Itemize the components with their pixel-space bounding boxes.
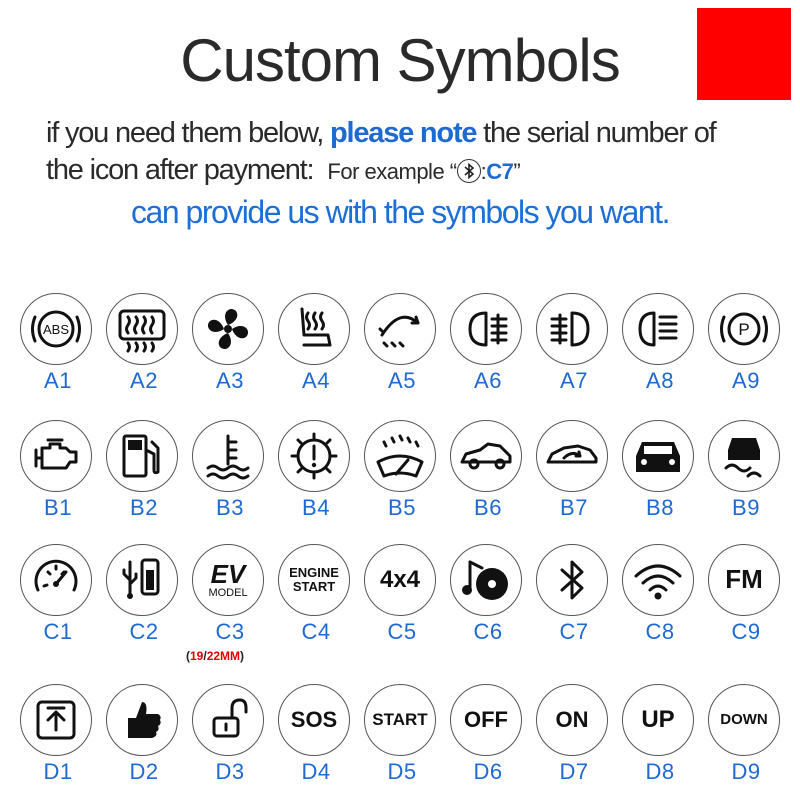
thumbs-up-icon (106, 684, 178, 756)
rear-defrost-icon (106, 293, 178, 365)
symbol-code-label: A1 (44, 368, 72, 393)
speedometer-icon (20, 544, 92, 616)
seat-heater-icon (278, 293, 350, 365)
symbol-code-label: C7 (559, 619, 589, 644)
car-side-icon (450, 420, 522, 492)
music-disc-icon (450, 544, 522, 616)
instruction-text: the icon after payment: (46, 154, 314, 186)
symbol-code-label: C3 (215, 619, 245, 644)
off-text: OFF (464, 707, 508, 733)
four-by-four-icon (364, 544, 436, 616)
front-fog-light-icon (450, 293, 522, 365)
off-icon (450, 684, 522, 756)
symbol-code-label: C8 (645, 619, 675, 644)
symbol-code-label: B4 (302, 495, 330, 520)
ev-model-icon (192, 544, 264, 616)
windshield-washer-icon (364, 420, 436, 492)
symbol-code-label: A3 (216, 368, 244, 393)
size-note-slash: / (203, 649, 207, 663)
symbol-code-label: A4 (302, 368, 330, 393)
warning-gear-icon (278, 420, 350, 492)
up-icon (622, 684, 694, 756)
symbol-code-label: D7 (559, 759, 589, 784)
instruction-text: if you need them below, (46, 117, 330, 149)
traction-control-icon (708, 420, 780, 492)
page-title: Custom Symbols (180, 27, 620, 94)
abs-icon (20, 293, 92, 365)
size-note-paren: ( (186, 649, 190, 663)
symbol-code-label: A6 (474, 368, 502, 393)
ev-model-text: EV (210, 558, 246, 589)
symbol-code-label: B1 (44, 495, 72, 520)
high-beam-icon (622, 293, 694, 365)
size-note-19: 19 (190, 649, 204, 663)
up-arrow-box-icon (20, 684, 92, 756)
symbol-code-label: D2 (129, 759, 159, 784)
fm-text: FM (725, 564, 763, 595)
symbol-code-label: D3 (215, 759, 245, 784)
sos-icon (278, 684, 350, 756)
symbol-code-label: D5 (387, 759, 417, 784)
symbol-code-label: C2 (129, 619, 159, 644)
fan-icon (192, 293, 264, 365)
svg-text:ABS: ABS (42, 322, 70, 337)
provide-symbols-text: can provide us with the symbols you want. (131, 194, 669, 230)
svg-text:P: P (738, 320, 750, 339)
symbol-code-label: C6 (473, 619, 503, 644)
down-icon (708, 684, 780, 756)
on-text: ON (555, 707, 589, 733)
car-recirculation-icon (536, 420, 608, 492)
air-recirculation-icon (364, 293, 436, 365)
ev-model-subtext: MODEL (208, 586, 248, 599)
car-front-icon (622, 420, 694, 492)
four-by-four-text: 4x4 (379, 566, 421, 594)
symbol-code-label: D1 (43, 759, 73, 784)
bluetooth-icon (536, 544, 608, 616)
engine-start-icon (278, 544, 350, 616)
example-text: For example “ (327, 159, 457, 184)
coolant-temp-icon (192, 420, 264, 492)
size-note-22mm: 22MM (206, 649, 241, 663)
start-text: START (372, 710, 428, 730)
engine-check-icon (20, 420, 92, 492)
engine-start-text: ENGINE (289, 565, 339, 581)
symbol-code-label: A8 (646, 368, 674, 393)
fuel-pump-icon (106, 420, 178, 492)
size-note (186, 649, 244, 663)
up-text: UP (641, 706, 675, 734)
symbol-code-label: B5 (388, 495, 416, 520)
down-text: DOWN (720, 711, 768, 729)
symbol-code-label: C9 (731, 619, 761, 644)
symbol-code-label: B6 (474, 495, 502, 520)
engine-start-subtext: START (292, 579, 336, 594)
size-note-paren: ) (240, 649, 245, 663)
unlock-icon (192, 684, 264, 756)
start-icon (364, 684, 436, 756)
symbol-code-label: B8 (646, 495, 674, 520)
symbol-code-label: D8 (645, 759, 675, 784)
example-separator: : (480, 159, 487, 184)
please-note-text: please note (329, 117, 477, 149)
symbol-code-label: C5 (387, 619, 417, 644)
wifi-icon (622, 544, 694, 616)
symbol-code-label: D6 (473, 759, 503, 784)
rear-fog-light-icon (536, 293, 608, 365)
example-close-quote: ” (513, 159, 521, 184)
example-code: C7 (486, 159, 514, 184)
fm-icon (708, 544, 780, 616)
symbol-code-label: A5 (388, 368, 416, 393)
sos-text: SOS (290, 707, 338, 733)
symbol-code-label: A2 (130, 368, 158, 393)
symbol-code-label: B7 (560, 495, 588, 520)
symbol-code-label: B2 (130, 495, 158, 520)
symbol-code-label: B3 (216, 495, 244, 520)
symbol-code-label: A9 (732, 368, 760, 393)
symbol-code-label: D9 (731, 759, 761, 784)
parking-brake-icon (708, 293, 780, 365)
symbol-code-label: B9 (732, 495, 760, 520)
instruction-text: the serial number of (476, 117, 716, 149)
symbol-code-label: A7 (560, 368, 588, 393)
symbol-code-label: D4 (301, 759, 331, 784)
usb-battery-icon (106, 544, 178, 616)
on-icon (536, 684, 608, 756)
symbol-code-label: C4 (301, 619, 331, 644)
symbol-code-label: C1 (43, 619, 73, 644)
